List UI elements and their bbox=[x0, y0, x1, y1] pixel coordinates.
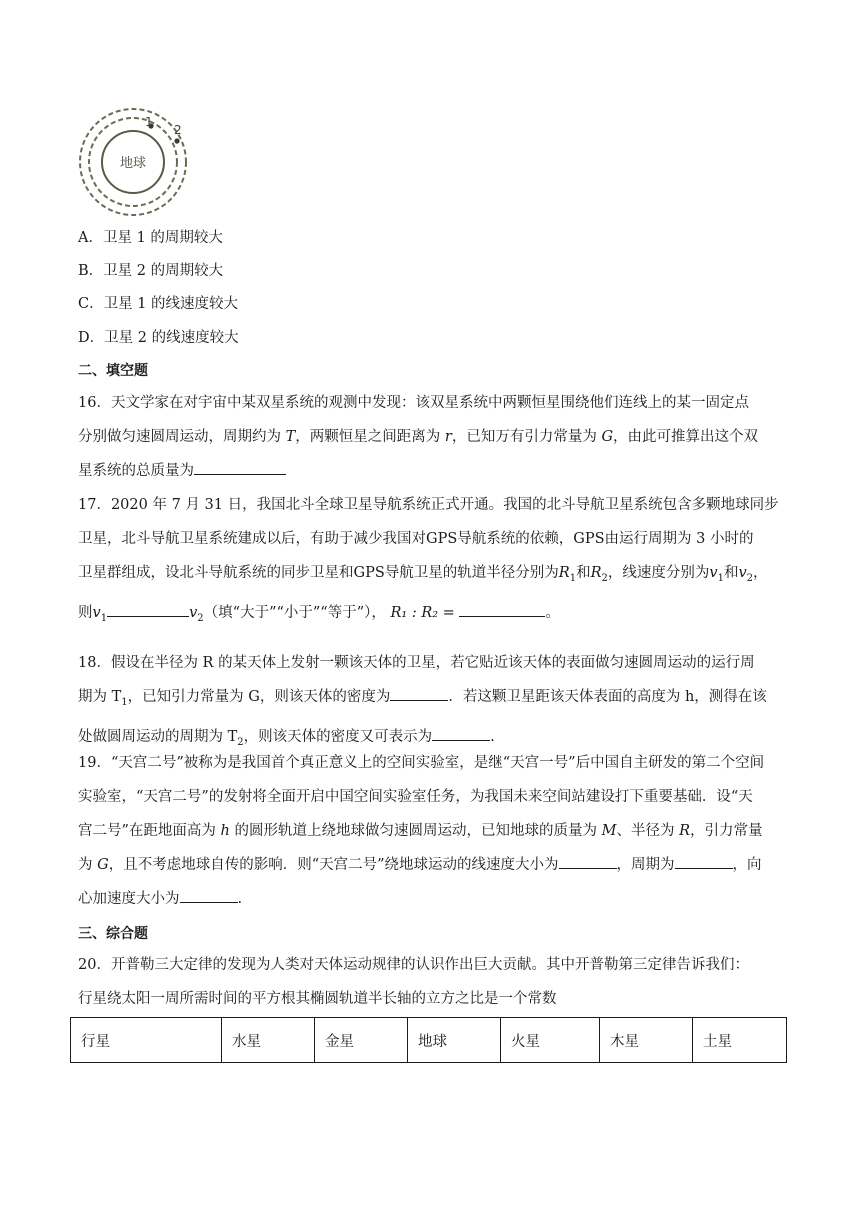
satellite-2-label: 2 bbox=[174, 123, 182, 137]
table-cell: 木星 bbox=[600, 1018, 693, 1063]
q19-acceleration-blank[interactable] bbox=[180, 886, 238, 903]
option-d[interactable]: D．卫星 2 的线速度较大 bbox=[78, 330, 239, 346]
q17-compare-blank[interactable] bbox=[107, 600, 189, 617]
table-cell: 金星 bbox=[315, 1018, 408, 1063]
q18-line-3: 处做圆周运动的周期为 $T_2$，则该天体的密度又可表示为 . bbox=[78, 720, 786, 760]
q16-line-3: 星系统的总质量为 bbox=[78, 454, 786, 488]
q19-line-1: 19．“天宫二号”被称为是我国首个真正意义上的空间实验室，是继“天宫一号”后中国自主研发的第二个空间 bbox=[78, 755, 765, 771]
question-16 bbox=[78, 386, 786, 488]
table-cell: 地球 bbox=[408, 1018, 501, 1063]
section-fill-blank: 二、填空题 bbox=[78, 363, 148, 379]
question-17 bbox=[78, 488, 786, 636]
q16-answer-blank[interactable] bbox=[194, 458, 286, 475]
question-20 bbox=[78, 948, 786, 1016]
q16-line-1: 16．天文学家在对宇宙中某双星系统的观测中发现：该双星系统中两颗恒星围绕他们连线上的某一固定点 bbox=[78, 395, 749, 411]
option-b[interactable]: B．卫星 2 的周期较大 bbox=[78, 263, 224, 279]
satellite-1-label: 1 bbox=[145, 115, 153, 129]
q20-line-2: 行星绕太阳一周所需时间的平方根其椭圆轨道半长轴的立方之比是一个常数 bbox=[78, 991, 557, 1007]
q17-line-1: 17．2020 年 7 月 31 日，我国北斗全球卫星导航系统正式开通。我国的北斗导航卫星系统包含多颗地球同步 bbox=[78, 497, 779, 513]
q18-density-blank-1[interactable] bbox=[390, 684, 448, 701]
q19-velocity-blank[interactable] bbox=[559, 852, 617, 869]
q17-line-3: 卫星群组成，设北斗导航系统的同步卫星和GPS导航卫星的轨道半径分别为$R_1$和$R_2$，线速度分别为$v_1$和$v_2$， bbox=[78, 565, 768, 584]
table-cell: 火星 bbox=[501, 1018, 600, 1063]
q17-line-4: 则$v_1$ $v_2$（填“大于”“小于”“等于”）， R₁ : R₂ = 。 bbox=[78, 596, 786, 636]
q18-density-blank-2[interactable] bbox=[432, 724, 490, 741]
q19-period-blank[interactable] bbox=[675, 852, 733, 869]
q19-line-4: 为 G，且不考虑地球自传的影响．则“天宫二号”绕地球运动的线速度大小为 ，周期为 ，向 bbox=[78, 848, 786, 882]
question-19 bbox=[78, 746, 786, 916]
q17-line-2: 卫星，北斗导航卫星系统建成以后，有助于减少我国对GPS导航系统的依赖，GPS由运行周期为 3 小时的 bbox=[78, 531, 754, 547]
question-18 bbox=[78, 646, 786, 760]
table-row bbox=[71, 1018, 787, 1063]
orbit-diagram bbox=[78, 106, 190, 218]
q17-ratio-blank[interactable] bbox=[459, 600, 545, 617]
table-cell: 水星 bbox=[222, 1018, 315, 1063]
satellite-2 bbox=[174, 138, 179, 143]
option-a[interactable]: A．卫星 1 的周期较大 bbox=[78, 230, 223, 246]
q19-line-3: 宫二号”在距地面高为 h 的圆形轨道上绕地球做匀速圆周运动，已知地球的质量为 M、半径为 R，引力常量 bbox=[78, 823, 763, 839]
q19-line-5: 心加速度大小为 . bbox=[78, 882, 786, 916]
option-c[interactable]: C．卫星 1 的线速度较大 bbox=[78, 296, 239, 312]
table-cell: 行星 bbox=[71, 1018, 222, 1063]
planet-table bbox=[70, 1017, 787, 1063]
q16-line-2: 分别做匀速圆周运动，周期约为 T，两颗恒星之间距离为 r，已知万有引力常量为 G，由此可推算出这个双 bbox=[78, 429, 759, 445]
earth-label: 地球 bbox=[119, 156, 147, 171]
q20-line-1: 20．开普勒三大定律的发现为人类对天体运动规律的认识作出巨大贡献。其中开普勒第三定律告诉我们： bbox=[78, 957, 749, 973]
q18-line-2: 期为 $T_1$，已知引力常量为 G，则该天体的密度为 ．若这颗卫星距该天体表面的高度为 h，测得在该 bbox=[78, 680, 786, 720]
q18-line-1: 18．假设在半径为 R 的某天体上发射一颗该天体的卫星，若它贴近该天体的表面做匀速圆周运动的运行周 bbox=[78, 655, 755, 671]
section-comprehensive: 三、综合题 bbox=[78, 926, 148, 942]
q19-line-2: 实验室，“天宫二号”的发射将全面开启中国空间实验室任务，为我国未来空间站建设打下重要基础．设“天 bbox=[78, 789, 753, 805]
table-cell: 土星 bbox=[693, 1018, 787, 1063]
